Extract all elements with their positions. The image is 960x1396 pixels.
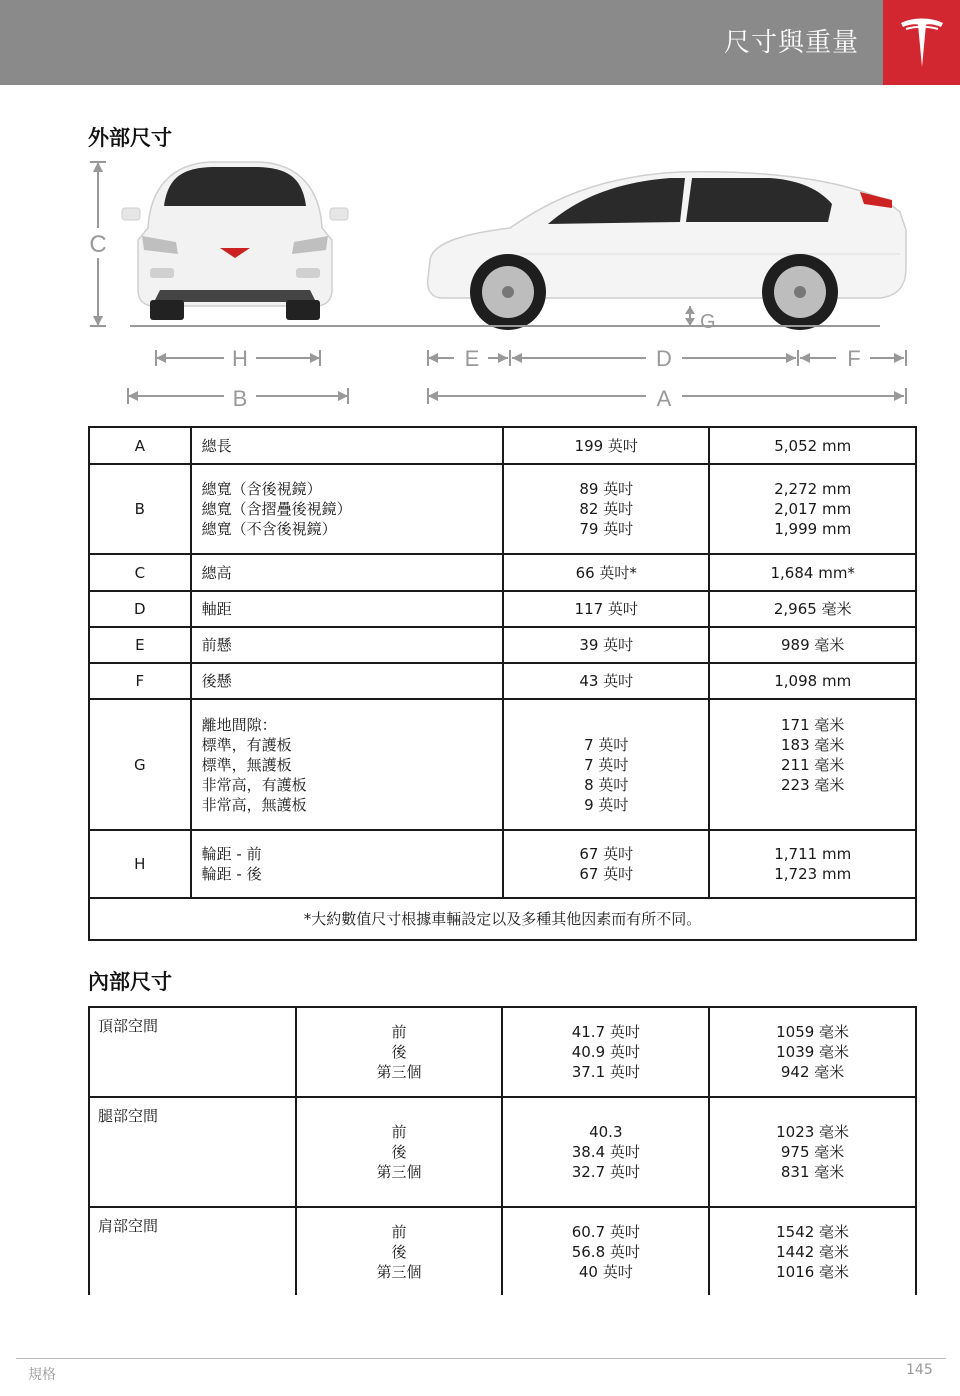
interior-section-title: 內部尺寸 — [88, 970, 172, 994]
interior-label: 腿部空間 — [89, 1097, 296, 1207]
inches-value: 89 英吋 — [579, 480, 634, 498]
tesla-logo-icon — [899, 17, 945, 69]
mm-value: 5,052 mm — [774, 436, 852, 455]
description-line: 後懸 — [201, 672, 232, 690]
table-row — [89, 663, 916, 699]
mm-value: 171 毫米 — [781, 715, 845, 734]
description-line: 標準，有護板 — [201, 735, 292, 754]
table-row — [89, 1097, 916, 1207]
footer-divider — [16, 1358, 946, 1359]
seat-positions — [296, 1007, 503, 1097]
interior-label: 頂部空間 — [89, 1007, 296, 1097]
dimension-inches — [503, 464, 709, 554]
mm-value: 2,272 mm — [774, 480, 852, 498]
inches-value: 56.8 英吋 — [571, 1242, 640, 1261]
inches-value: 82 英吋 — [579, 500, 634, 518]
dimension-label-g: G — [700, 311, 716, 333]
dimension-mm — [709, 830, 916, 898]
inches-value: 199 英吋 — [574, 436, 638, 455]
dimension-key: G — [89, 699, 191, 830]
interior-mm — [709, 1207, 916, 1295]
dimension-key: E — [89, 627, 191, 663]
inches-value: 37.1 英吋 — [571, 1063, 640, 1081]
dimension-description — [191, 427, 503, 464]
mm-value: 942 毫米 — [780, 1063, 845, 1081]
inches-value: 40.3 — [589, 1123, 623, 1141]
dimension-inches — [503, 627, 709, 663]
table-row — [89, 427, 916, 464]
inches-value: 60.7 英吋 — [571, 1222, 640, 1241]
header-bar — [0, 0, 883, 85]
dimensions-diagram — [80, 150, 920, 420]
inches-value: 8 英吋 — [584, 775, 629, 794]
inches-value: 9 英吋 — [584, 795, 629, 814]
description-line: 總寬（含後視鏡） — [201, 480, 322, 498]
car-side-view — [428, 172, 906, 330]
inches-value: 40 英吋 — [578, 1262, 633, 1281]
mm-value: 1542 毫米 — [776, 1222, 850, 1241]
table-row — [89, 1207, 916, 1295]
inches-value: 79 英吋 — [579, 520, 634, 538]
position-line: 前 — [391, 1222, 407, 1241]
page-title: 尺寸與重量 — [723, 28, 859, 58]
table-row — [89, 554, 916, 591]
inches-value: 38.4 英吋 — [571, 1143, 640, 1161]
interior-mm — [709, 1097, 916, 1207]
footer-section-name: 規格 — [28, 1367, 56, 1383]
mm-value: 2,017 mm — [774, 500, 852, 518]
interior-mm — [709, 1007, 916, 1097]
dimension-label-h: H — [232, 346, 248, 371]
dimension-mm — [709, 464, 916, 554]
table-row — [89, 830, 916, 898]
inches-value: 67 英吋 — [579, 865, 634, 883]
table-row — [89, 699, 916, 830]
dimension-description — [191, 591, 503, 627]
description-line: 離地間隙： — [201, 715, 277, 734]
dimension-mm — [709, 554, 916, 591]
dimension-description — [191, 554, 503, 591]
position-line: 第三個 — [376, 1063, 422, 1081]
dimension-g — [685, 306, 716, 333]
inches-value: 39 英吋 — [579, 636, 634, 654]
inches-value: 66 英吋* — [575, 563, 637, 582]
mm-value: 1,684 mm* — [770, 563, 855, 582]
interior-dimensions-table — [88, 1006, 917, 1295]
interior-inches — [502, 1097, 709, 1207]
description-line: 非常高，有護板 — [201, 775, 307, 794]
inches-value: 7 英吋 — [584, 735, 629, 754]
inches-value: 32.7 英吋 — [571, 1163, 640, 1181]
mm-value: 2,965 毫米 — [773, 600, 852, 618]
dimension-mm — [709, 663, 916, 699]
footnote: *大約數值尺寸根據車輛設定以及多種其他因素而有所不同。 — [89, 898, 916, 940]
description-line: 輪距 - 後 — [201, 865, 262, 883]
table-row — [89, 1007, 916, 1097]
mm-value: 1059 毫米 — [776, 1023, 850, 1041]
dimension-label-f: F — [847, 346, 861, 371]
interior-inches — [502, 1207, 709, 1295]
mm-value: 1023 毫米 — [776, 1123, 850, 1141]
dimension-d — [512, 346, 798, 371]
description-line: 總寬（不含後視鏡） — [201, 520, 337, 538]
dimension-description — [191, 627, 503, 663]
page-number: 145 — [906, 1362, 933, 1378]
dimension-description — [191, 830, 503, 898]
mm-value: 211 毫米 — [781, 755, 845, 774]
dimension-inches — [503, 554, 709, 591]
dimension-label-a: A — [656, 386, 672, 411]
inches-value: 43 英吋 — [579, 672, 634, 690]
dimension-mm — [709, 699, 916, 830]
dimension-h — [156, 346, 320, 371]
exterior-dimensions-table — [88, 426, 917, 941]
mm-value: 1,711 mm — [774, 845, 852, 863]
position-line: 後 — [391, 1242, 407, 1261]
mm-value: 1,098 mm — [774, 672, 852, 690]
dimension-key: D — [89, 591, 191, 627]
dimension-key: C — [89, 554, 191, 591]
exterior-section-title: 外部尺寸 — [88, 126, 172, 150]
dimension-key: B — [89, 464, 191, 554]
description-line: 輪距 - 前 — [201, 845, 262, 863]
dimension-inches — [503, 427, 709, 464]
inches-value: 7 英吋 — [584, 755, 629, 774]
mm-value: 831 毫米 — [780, 1163, 845, 1181]
table-row — [89, 464, 916, 554]
mm-value: 1016 毫米 — [776, 1262, 850, 1281]
dimension-b — [128, 386, 348, 411]
mm-value: 183 毫米 — [781, 735, 845, 754]
table-row — [89, 627, 916, 663]
inches-value: 40.9 英吋 — [571, 1043, 640, 1061]
seat-positions — [296, 1207, 503, 1295]
position-line: 第三個 — [376, 1163, 422, 1181]
description-line: 總高 — [201, 563, 232, 582]
table-footnote-row — [89, 898, 916, 940]
dimension-label-c: C — [89, 231, 107, 258]
mm-value: 989 毫米 — [781, 636, 845, 654]
mm-value: 975 毫米 — [780, 1143, 845, 1161]
dimension-inches — [503, 591, 709, 627]
description-line: 標準，無護板 — [201, 755, 292, 774]
tesla-logo — [883, 0, 960, 85]
dimension-c — [85, 162, 111, 326]
dimension-label-d: D — [656, 346, 672, 371]
mm-value: 1442 毫米 — [776, 1242, 850, 1261]
description-line: 總寬（含摺疊後視鏡） — [201, 500, 352, 518]
car-front-view — [122, 162, 348, 320]
dimension-label-e: E — [464, 346, 480, 371]
dimension-label-b: B — [232, 386, 248, 411]
mm-value: 1,723 mm — [774, 865, 852, 883]
seat-positions — [296, 1097, 503, 1207]
dimension-description — [191, 663, 503, 699]
inches-value: 41.7 英吋 — [571, 1023, 640, 1041]
dimension-description — [191, 464, 503, 554]
dimension-inches — [503, 663, 709, 699]
dimension-inches — [503, 699, 709, 830]
table-row — [89, 591, 916, 627]
mm-value: 1039 毫米 — [776, 1043, 850, 1061]
inches-value: 117 英吋 — [574, 600, 638, 618]
dimension-mm — [709, 627, 916, 663]
dimension-key: F — [89, 663, 191, 699]
dimension-inches — [503, 830, 709, 898]
description-line: 總長 — [201, 436, 232, 455]
position-line: 前 — [391, 1023, 407, 1041]
mm-value: 1,999 mm — [774, 520, 852, 538]
inches-value: 67 英吋 — [579, 845, 634, 863]
dimension-key: A — [89, 427, 191, 464]
dimension-key: H — [89, 830, 191, 898]
dimension-mm — [709, 427, 916, 464]
interior-inches — [502, 1007, 709, 1097]
dimension-description — [191, 699, 503, 830]
position-line: 前 — [391, 1123, 407, 1141]
description-line: 前懸 — [201, 636, 232, 654]
description-line: 軸距 — [201, 600, 232, 618]
dimension-mm — [709, 591, 916, 627]
mm-value: 223 毫米 — [781, 775, 845, 794]
position-line: 後 — [391, 1043, 407, 1061]
dimension-a — [428, 386, 906, 411]
position-line: 第三個 — [376, 1262, 422, 1281]
interior-label: 肩部空間 — [89, 1207, 296, 1295]
dimension-f — [800, 346, 906, 371]
dimension-e — [428, 346, 510, 371]
description-line: 非常高，無護板 — [201, 795, 307, 814]
position-line: 後 — [391, 1143, 407, 1161]
